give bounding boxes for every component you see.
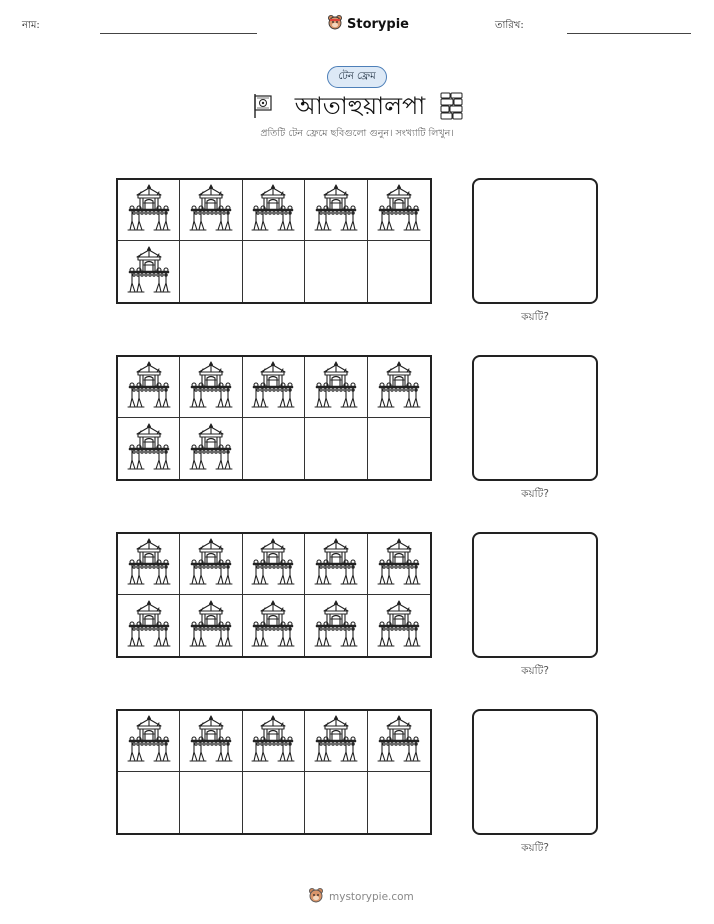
frame-cell [305, 180, 367, 241]
palanquin-bearers-icon [377, 360, 421, 414]
frame-cell [180, 534, 242, 595]
frame-cell [118, 711, 180, 772]
how-many-label: কয়টি? [521, 665, 549, 677]
palanquin-bearers-icon [314, 714, 358, 768]
frame-cell [368, 772, 430, 833]
date-line [567, 33, 691, 34]
frame-cell [180, 772, 242, 833]
how-many-label: কয়টি? [521, 488, 549, 500]
frame-cell [243, 418, 305, 479]
name-line [100, 33, 257, 34]
frame-cell [118, 418, 180, 479]
frame-cell [118, 180, 180, 241]
answer-box[interactable] [472, 709, 598, 835]
ten-frame [116, 355, 432, 481]
palanquin-bearers-icon [314, 183, 358, 237]
frame-cell [243, 595, 305, 656]
palanquin-bearers-icon [127, 245, 171, 299]
date-label: তারিখ: [495, 20, 524, 31]
palanquin-bearers-icon [189, 360, 233, 414]
palanquin-bearers-icon [314, 599, 358, 653]
frame-cell [180, 180, 242, 241]
palanquin-bearers-icon [251, 714, 295, 768]
frame-cell [305, 711, 367, 772]
category-tag: টেন ফ্রেম [327, 66, 387, 88]
footer [308, 887, 414, 907]
frame-cell [118, 772, 180, 833]
frame-cell [368, 180, 430, 241]
name-label: নাম: [22, 20, 40, 31]
flag-icon [253, 93, 273, 123]
palanquin-bearers-icon [189, 183, 233, 237]
palanquin-bearers-icon [189, 537, 233, 591]
frame-cell [180, 357, 242, 418]
frame-cell [243, 772, 305, 833]
palanquin-bearers-icon [189, 422, 233, 476]
frame-cell [305, 534, 367, 595]
ten-frame [116, 178, 432, 304]
answer-box[interactable] [472, 178, 598, 304]
palanquin-bearers-icon [127, 599, 171, 653]
palanquin-bearers-icon [189, 599, 233, 653]
how-many-label: কয়টি? [521, 842, 549, 854]
frame-cell [305, 241, 367, 302]
palanquin-bearers-icon [127, 360, 171, 414]
brand [327, 14, 409, 34]
frame-cell [118, 534, 180, 595]
frame-cell [243, 180, 305, 241]
palanquin-bearers-icon [314, 360, 358, 414]
palanquin-bearers-icon [251, 599, 295, 653]
frame-cell [180, 595, 242, 656]
frame-cell [118, 241, 180, 302]
frame-cell [368, 595, 430, 656]
palanquin-bearers-icon [127, 183, 171, 237]
page-title: আতাহুয়ালপা [294, 92, 426, 120]
palanquin-bearers-icon [251, 183, 295, 237]
frame-cell [180, 241, 242, 302]
palanquin-bearers-icon [251, 360, 295, 414]
palanquin-bearers-icon [189, 714, 233, 768]
frame-cell [368, 418, 430, 479]
frame-cell [180, 711, 242, 772]
palanquin-bearers-icon [377, 599, 421, 653]
frame-cell [180, 418, 242, 479]
palanquin-bearers-icon [314, 537, 358, 591]
frame-cell [305, 595, 367, 656]
bear-logo-icon [308, 887, 324, 907]
palanquin-bearers-icon [127, 537, 171, 591]
palanquin-bearers-icon [251, 537, 295, 591]
frame-cell [305, 418, 367, 479]
answer-box[interactable] [472, 355, 598, 481]
footer-url: mystorypie.com [329, 891, 414, 903]
brand-name: Storypie [347, 16, 409, 32]
frame-cell [368, 711, 430, 772]
palanquin-bearers-icon [377, 714, 421, 768]
bear-logo-icon [327, 14, 343, 34]
frame-cell [305, 772, 367, 833]
palanquin-bearers-icon [377, 183, 421, 237]
palanquin-bearers-icon [377, 537, 421, 591]
how-many-label: কয়টি? [521, 311, 549, 323]
palanquin-bearers-icon [127, 422, 171, 476]
frame-cell [305, 357, 367, 418]
frame-cell [368, 241, 430, 302]
answer-box[interactable] [472, 532, 598, 658]
ten-frame [116, 709, 432, 835]
frame-cell [118, 357, 180, 418]
frame-cell [368, 357, 430, 418]
stone-wall-icon [440, 92, 464, 124]
frame-cell [243, 534, 305, 595]
ten-frame [116, 532, 432, 658]
frame-cell [243, 711, 305, 772]
frame-cell [243, 241, 305, 302]
instructions: প্রতিটি টেন ফ্রেমে ছবিগুলো গুনুন। সংখ্যাটি লিখুন। [260, 128, 454, 139]
palanquin-bearers-icon [127, 714, 171, 768]
frame-cell [368, 534, 430, 595]
frame-cell [118, 595, 180, 656]
frame-cell [243, 357, 305, 418]
